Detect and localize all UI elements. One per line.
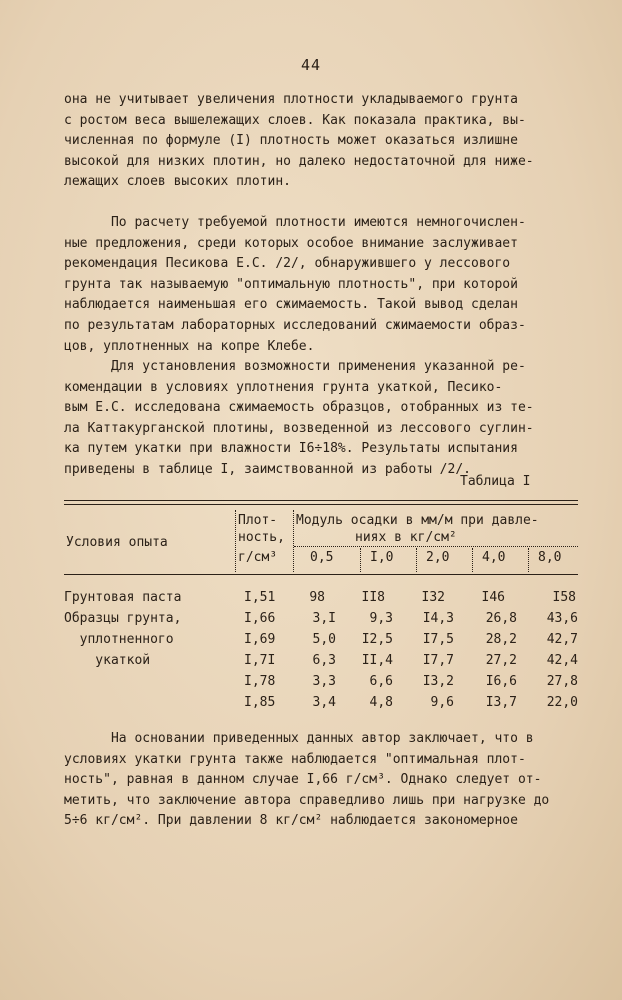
table-header-rule xyxy=(64,574,578,575)
paragraph-2 xyxy=(64,213,584,357)
text-line: численная по формуле (I) плотность может оказаться излишне xyxy=(64,133,518,149)
row-value: II,4 xyxy=(361,653,393,668)
row-value: 9,6 xyxy=(430,695,454,710)
row-value: 26,8 xyxy=(485,611,517,626)
header-conditions: Условия опыта xyxy=(66,535,168,550)
header-pressure-1: 0,5 xyxy=(310,550,334,565)
header-density-2: ность, xyxy=(238,530,285,545)
text-line: наблюдается наименьшая его сжимаемость. Такой вывод сделан xyxy=(64,297,518,313)
header-modulus-2: ниях в кг/см² xyxy=(355,530,457,545)
table-top-rule-double xyxy=(64,504,578,505)
row-value: I2,5 xyxy=(361,632,393,647)
row-value: I6,6 xyxy=(485,674,517,689)
header-divider xyxy=(472,548,473,572)
header-modulus-1: Модуль осадки в мм/м при давле- xyxy=(296,513,539,528)
text-line: рекомендация Песикова Е.С. /2/, обнаружившего у лессового xyxy=(64,256,511,272)
header-divider xyxy=(416,548,417,572)
header-pressure-3: 2,0 xyxy=(426,550,450,565)
row-value: I7,5 xyxy=(422,632,454,647)
text-line: с ростом веса вышележащих слоев. Как показала практика, вы- xyxy=(64,112,526,128)
header-divider xyxy=(528,548,529,572)
row-value: 9,3 xyxy=(369,611,393,626)
text-line: приведены в таблице I, заимствованной из работы /2/. xyxy=(64,461,471,477)
row-density: I,66 xyxy=(244,611,276,626)
row-value: II8 xyxy=(361,590,385,605)
paragraph-3 xyxy=(64,357,584,481)
row-density: I,85 xyxy=(244,695,276,710)
row-density: I,51 xyxy=(244,590,276,605)
row-value: 3,I xyxy=(312,611,336,626)
row-value: 27,8 xyxy=(546,674,578,689)
text-line: высокой для низких плотин, но далеко недостаточной для ниже- xyxy=(64,153,534,169)
text-line: вым Е.С. исследована сжимаемость образцов, отобранных из те- xyxy=(64,400,534,416)
row-label: укаткой xyxy=(64,653,151,668)
row-value: 28,2 xyxy=(485,632,517,647)
row-value: 5,0 xyxy=(312,632,336,647)
row-density: I,69 xyxy=(244,632,276,647)
paragraph-4 xyxy=(64,729,584,832)
header-subdivider xyxy=(294,546,578,547)
table-caption: Таблица I xyxy=(460,474,531,489)
row-value: I3,2 xyxy=(422,674,454,689)
row-value: 6,3 xyxy=(312,653,336,668)
row-value: I32 xyxy=(421,590,445,605)
row-label: Грунтовая паста xyxy=(64,590,182,605)
row-value: I46 xyxy=(481,590,505,605)
row-label: Образцы грунта, xyxy=(64,611,182,626)
row-value: 3,4 xyxy=(312,695,336,710)
row-value: 42,4 xyxy=(546,653,578,668)
header-divider xyxy=(235,510,236,572)
text-line: ность", равная в данном случае I,66 г/см³. Однако следует от- xyxy=(64,772,542,788)
row-value: 27,2 xyxy=(485,653,517,668)
header-pressure-5: 8,0 xyxy=(538,550,562,565)
row-value: 43,6 xyxy=(546,611,578,626)
text-line: комендации в условиях уплотнения грунта укаткой, Песико- xyxy=(64,379,503,395)
header-density-1: Плот- xyxy=(238,513,278,528)
header-divider xyxy=(293,510,294,572)
row-value: 42,7 xyxy=(546,632,578,647)
table-top-rule xyxy=(64,500,578,501)
row-value: 22,0 xyxy=(546,695,578,710)
text-line: по результатам лабораторных исследований сжимаемости образ- xyxy=(64,317,526,333)
text-line: На основании приведенных данных автор заключает, что в xyxy=(64,731,534,746)
text-line: она не учитывает увеличения плотности укладываемого грунта xyxy=(64,92,518,107)
row-value: I7,7 xyxy=(422,653,454,668)
row-value: 3,3 xyxy=(312,674,336,689)
header-pressure-2: I,0 xyxy=(370,550,394,565)
text-line: грунта так называемую "оптимальную плотность", при которой xyxy=(64,276,518,292)
text-line: ные предложения, среди которых особое внимание заслуживает xyxy=(64,235,518,251)
row-label: уплотненного xyxy=(64,632,174,647)
row-value: 4,8 xyxy=(369,695,393,710)
text-line: По расчету требуемой плотности имеются немногочислен- xyxy=(64,215,526,230)
row-value: I4,3 xyxy=(422,611,454,626)
header-divider xyxy=(360,548,361,572)
row-density: I,78 xyxy=(244,674,276,689)
row-value: 6,6 xyxy=(369,674,393,689)
row-density: I,7I xyxy=(244,653,276,668)
header-pressure-4: 4,0 xyxy=(482,550,506,565)
page-number: 44 xyxy=(300,56,322,74)
text-line: ка путем укатки при влажности I6÷18%. Результаты испытания xyxy=(64,441,518,457)
text-line: цов, уплотненных на копре Клебе. xyxy=(64,338,315,354)
row-value: 98 xyxy=(309,590,325,605)
header-density-3: г/см³ xyxy=(238,550,278,565)
text-line: метить, что заключение автора справедливо лишь при нагрузке до xyxy=(64,792,550,808)
text-line: лежащих слоев высоких плотин. xyxy=(64,174,291,190)
text-line: ла Каттакурганской плотины, возведенной из лессового суглин- xyxy=(64,420,534,436)
text-line: Для установления возможности применения указанной ре- xyxy=(64,359,526,374)
row-value: I58 xyxy=(552,590,576,605)
row-value: I3,7 xyxy=(485,695,517,710)
paragraph-1 xyxy=(64,90,584,193)
text-line: условиях укатки грунта также наблюдается "оптимальная плот- xyxy=(64,751,526,767)
text-line: 5÷6 кг/см². При давлении 8 кг/см² наблюдается закономерное xyxy=(64,813,518,829)
